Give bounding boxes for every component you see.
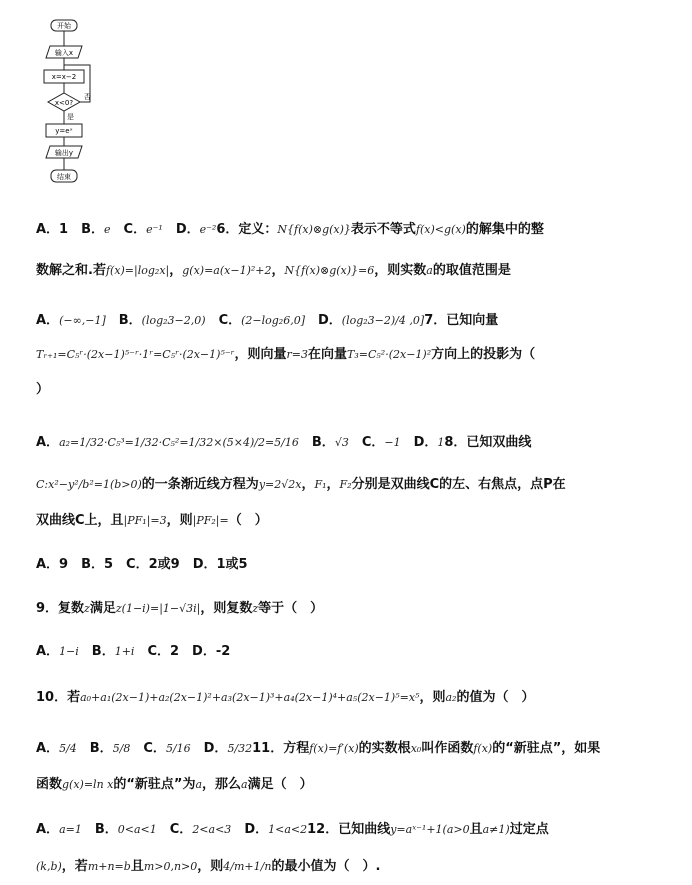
text-line bbox=[36, 600, 323, 618]
text-segment: C． bbox=[348, 435, 385, 450]
text-segment: 等于（ ） bbox=[258, 601, 324, 616]
text-segment: B． bbox=[298, 435, 335, 450]
flow-output-label: 输出y bbox=[54, 149, 74, 157]
math-formula: (log₂3−2)/4 ,0] bbox=[341, 314, 425, 327]
math-formula: a≠1) bbox=[482, 823, 510, 836]
text-segment: 在向量 bbox=[307, 347, 347, 362]
text-segment: ， bbox=[271, 263, 285, 278]
text-segment: 函数 bbox=[36, 777, 63, 792]
math-formula: |PF₁|=3 bbox=[123, 514, 167, 527]
math-formula: g(x)=a(x−1)²+2 bbox=[182, 264, 272, 277]
text-segment: C． bbox=[130, 741, 166, 756]
text-line bbox=[36, 643, 230, 661]
math-formula: a₂ bbox=[445, 691, 457, 704]
flow-no-label: 否 bbox=[84, 93, 91, 101]
text-segment: ，则实数 bbox=[374, 263, 427, 278]
text-segment: 9．复数 bbox=[36, 601, 85, 616]
text-segment: A． bbox=[36, 741, 60, 756]
math-formula: T₃=C₅²·(2x−1)² bbox=[347, 348, 432, 361]
text-segment: C． bbox=[156, 822, 193, 837]
math-formula: x₀ bbox=[410, 742, 422, 755]
text-segment: B． bbox=[76, 741, 113, 756]
math-formula: a=1 bbox=[59, 823, 82, 836]
text-segment: A．1 B． bbox=[36, 222, 105, 237]
text-segment: 8．已知双曲线 bbox=[444, 435, 532, 450]
math-formula: F₁ bbox=[314, 478, 327, 491]
math-formula: (log₂3−2,0) bbox=[141, 314, 206, 327]
text-segment: ，则 bbox=[166, 513, 193, 528]
math-formula: 0<a<1 bbox=[117, 823, 157, 836]
text-segment: B． bbox=[105, 313, 142, 328]
math-formula: 1−i bbox=[59, 645, 79, 658]
math-formula: 4/m+1/n bbox=[223, 860, 272, 873]
math-formula: 5/16 bbox=[165, 742, 191, 755]
math-formula: f(x)=|log₂x| bbox=[105, 264, 170, 277]
math-formula: 5/32 bbox=[227, 742, 253, 755]
math-formula: g(x)=ln x bbox=[62, 778, 114, 791]
text-segment: ，若 bbox=[61, 859, 88, 874]
math-formula: 1+i bbox=[114, 645, 135, 658]
text-line bbox=[36, 381, 49, 399]
text-segment: A．9 B．5 C．2或9 D．1或5 bbox=[36, 557, 248, 572]
text-segment: 的值为（ ） bbox=[456, 690, 535, 705]
text-segment: C． bbox=[205, 313, 242, 328]
flow-start-label: 开始 bbox=[57, 22, 71, 30]
math-formula: y=2√2x bbox=[258, 478, 302, 491]
text-segment: A． bbox=[36, 313, 60, 328]
math-formula: 1<a<2 bbox=[268, 823, 308, 836]
text-line bbox=[36, 858, 380, 876]
text-segment: 分别是双曲线C的左、右焦点，点P在 bbox=[351, 477, 566, 492]
flow-assign-label: x=x−2 bbox=[51, 73, 77, 81]
text-segment: C． bbox=[110, 222, 147, 237]
flow-end-label: 结束 bbox=[57, 173, 71, 181]
text-line bbox=[36, 221, 544, 239]
math-formula: (2−log₂6,0] bbox=[241, 314, 305, 327]
math-formula: e⁻¹ bbox=[146, 223, 163, 236]
math-formula: y=aˣ⁻¹+1(a>0 bbox=[390, 823, 470, 836]
math-formula: 5/4 bbox=[59, 742, 77, 755]
math-formula: Tᵣ₊₁=C₅ʳ·(2x−1)⁵⁻ʳ·1ʳ=C₅ʳ·(2x−1)⁵⁻ʳ bbox=[36, 348, 235, 361]
text-segment: ，则 bbox=[419, 690, 446, 705]
math-formula: −1 bbox=[384, 436, 401, 449]
math-formula: F₂ bbox=[339, 478, 352, 491]
text-segment: 表示不等式 bbox=[350, 222, 416, 237]
math-formula: z bbox=[84, 602, 90, 615]
text-line bbox=[36, 689, 534, 707]
math-formula: C:x²−y²/b²=1(b>0) bbox=[36, 478, 142, 491]
math-formula: (k,b) bbox=[36, 860, 62, 873]
text-segment: （ ） bbox=[228, 513, 268, 528]
text-segment: 的一条渐近线方程为 bbox=[141, 477, 259, 492]
text-segment: ，则 bbox=[197, 859, 224, 874]
text-line bbox=[36, 556, 248, 574]
flowchart bbox=[40, 18, 100, 188]
text-line bbox=[36, 262, 511, 280]
text-segment: ，那么 bbox=[202, 777, 242, 792]
math-formula: m>0,n>0 bbox=[143, 860, 198, 873]
text-segment: A． bbox=[36, 822, 60, 837]
text-line bbox=[36, 476, 566, 494]
text-segment: ） bbox=[36, 382, 50, 397]
text-segment: D． bbox=[231, 822, 269, 837]
math-formula: a₀+a₁(2x−1)+a₂(2x−1)²+a₃(2x−1)³+a₄(2x−1)⁴+a₅(2x−1)⁵=x⁵ bbox=[80, 691, 420, 704]
text-segment: 的取值范围是 bbox=[432, 263, 511, 278]
text-segment: 数解之和.若 bbox=[36, 263, 106, 278]
math-formula: e bbox=[104, 223, 111, 236]
text-line bbox=[36, 821, 549, 839]
text-segment: D． bbox=[400, 435, 438, 450]
math-formula: 2<a<3 bbox=[192, 823, 232, 836]
text-segment: 方向上的投影为（ bbox=[431, 347, 536, 362]
math-formula: e⁻² bbox=[199, 223, 217, 236]
text-segment: 10．若 bbox=[36, 690, 81, 705]
math-formula: N{f(x)⊗g(x)} bbox=[277, 223, 351, 236]
text-segment: D． bbox=[162, 222, 200, 237]
text-segment: 6．定义： bbox=[216, 222, 278, 237]
text-line bbox=[36, 434, 531, 452]
text-segment: B． bbox=[78, 644, 115, 659]
math-formula: a bbox=[241, 778, 248, 791]
text-segment: ， bbox=[301, 477, 315, 492]
text-segment: ，则复数 bbox=[200, 601, 253, 616]
math-formula: 1 bbox=[437, 436, 445, 449]
text-segment: ， bbox=[169, 263, 183, 278]
text-segment: 的“新驻点”，如果 bbox=[492, 741, 601, 756]
math-formula: 5/8 bbox=[112, 742, 131, 755]
text-segment: 过定点 bbox=[509, 822, 549, 837]
math-formula: a₂=1/32·C₅³=1/32·C₅²=1/32×(5×4)/2=5/16 bbox=[59, 436, 299, 449]
flow-condition-label: x<0? bbox=[54, 99, 74, 107]
text-line bbox=[36, 512, 268, 530]
text-line bbox=[36, 740, 600, 758]
flow-formula-label: y=eˣ bbox=[55, 127, 73, 135]
math-formula: f(x) bbox=[473, 742, 493, 755]
text-segment: C．2 D．-2 bbox=[134, 644, 231, 659]
text-segment: 的“新驻点”为 bbox=[113, 777, 196, 792]
text-segment: 的最小值为（ ）. bbox=[271, 859, 381, 874]
text-segment: 7．已知向量 bbox=[424, 313, 499, 328]
math-formula: √3 bbox=[334, 436, 349, 449]
text-segment: 满足 bbox=[89, 601, 116, 616]
text-line bbox=[36, 776, 313, 794]
math-formula: z(1−i)=|1−√3i| bbox=[115, 602, 201, 615]
text-segment: 12．已知曲线 bbox=[307, 822, 391, 837]
text-line bbox=[36, 346, 535, 364]
text-line bbox=[36, 312, 498, 330]
math-formula: r=3 bbox=[286, 348, 308, 361]
text-segment: ，则向量 bbox=[234, 347, 287, 362]
text-segment: A． bbox=[36, 644, 60, 659]
flow-yes-label: 是 bbox=[67, 113, 74, 121]
math-formula: |PF₂|= bbox=[192, 514, 229, 527]
text-segment: 的解集中的整 bbox=[465, 222, 544, 237]
text-segment: A． bbox=[36, 435, 60, 450]
text-segment: 11．方程 bbox=[252, 741, 310, 756]
flow-input-label: 输入x bbox=[54, 49, 74, 57]
math-formula: m+n=b bbox=[87, 860, 131, 873]
text-segment: ， bbox=[326, 477, 340, 492]
math-formula: (−∞,−1] bbox=[59, 314, 106, 327]
math-formula: f(x)<g(x) bbox=[415, 223, 466, 236]
text-segment: 双曲线C上，且 bbox=[36, 513, 124, 528]
math-formula: a bbox=[426, 264, 433, 277]
text-segment: B． bbox=[81, 822, 118, 837]
text-segment: D． bbox=[190, 741, 228, 756]
math-formula: f(x)=f′(x) bbox=[309, 742, 359, 755]
text-segment: 满足（ ） bbox=[247, 777, 313, 792]
text-segment: 叫作函数 bbox=[421, 741, 474, 756]
text-segment: 且 bbox=[469, 822, 483, 837]
text-segment: 的实数根 bbox=[358, 741, 411, 756]
math-formula: N{f(x)⊗g(x)}=6 bbox=[284, 264, 375, 277]
text-segment: 且 bbox=[130, 859, 144, 874]
text-segment: D． bbox=[305, 313, 342, 328]
math-formula: z bbox=[252, 602, 259, 615]
math-formula: a bbox=[195, 778, 203, 791]
